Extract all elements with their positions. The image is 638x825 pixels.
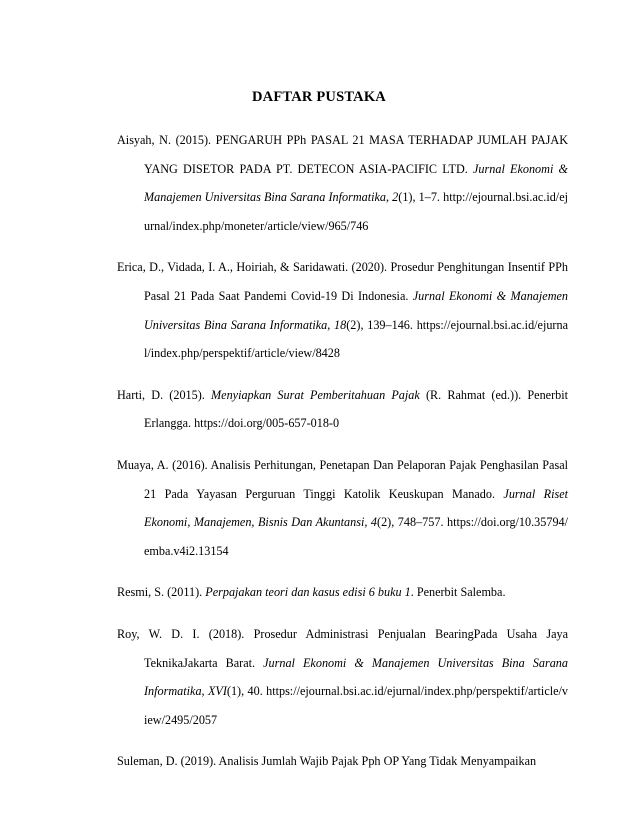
reference-pages: (1), 1–7.: [398, 190, 444, 205]
reference-text: Roy, W. D. I. (2018). Prosedur Administrasi Penjualan BearingPada Usaha Jaya TeknikaJakarta Barat.: [117, 626, 568, 670]
reference-separator: ,: [201, 684, 208, 699]
journal-volume: 18: [334, 317, 347, 332]
reference-entry: [117, 578, 568, 607]
journal-name: Jurnal Riset Ekonomi, Manajemen, Bisnis Dan Akuntansi: [144, 486, 568, 530]
journal-volume: 2: [392, 190, 399, 205]
page-title: DAFTAR PUSTAKA: [252, 89, 386, 105]
journal-name: Jurnal Ekonomi & Manajemen Universitas Bina Sarana Informatika: [144, 655, 568, 699]
reference-url[interactable]: https://ejournal.bsi.ac.id/ejurnal/index.php/perspektif/article/view/2495/2057: [144, 684, 569, 727]
reference-url[interactable]: http://ejournal.bsi.ac.id/ejurnal/index.php/moneter/article/view/965/746: [144, 190, 568, 233]
reference-text: Muaya, A. (2016). Analisis Perhitungan, Penetapan Dan Pelaporan Pajak Penghasilan Pasal 21 Pada Yayasan Perguruan Tinggi Katolik Keuskupan Manado.: [117, 457, 568, 501]
reference-url[interactable]: https://ejournal.bsi.ac.id/ejurnal/index.php/perspektif/article/view/8428: [144, 317, 568, 361]
reference-text: Resmi, S. (2011).: [117, 585, 206, 600]
reference-text: Harti, D. (2015).: [117, 387, 212, 402]
reference-separator: ,: [327, 317, 335, 332]
reference-publisher: . Penerbit Salemba.: [410, 585, 506, 600]
reference-entry: [117, 381, 568, 438]
reference-url[interactable]: https://doi.org/10.35794/emba.v4i2.13154: [144, 515, 569, 558]
reference-separator: ,: [386, 190, 393, 205]
reference-text: Suleman, D. (2019). Analisis Jumlah Wajib Pajak Pph OP Yang Tidak Menyampaikan: [117, 754, 537, 769]
journal-name: Jurnal Ekonomi & Manajemen Universitas Bina Sarana Informatika: [144, 288, 568, 332]
reference-text: Aisyah, N. (2015). PENGARUH PPh PASAL 21 MASA TERHADAP JUMLAH PAJAK YANG DISETOR PADA PT. DETECON ASIA-PACIFIC LTD.: [117, 133, 568, 176]
reference-entry: [117, 620, 568, 734]
reference-list: [117, 126, 568, 789]
journal-volume: XVI: [207, 684, 227, 699]
reference-publisher: (R. Rahmat (ed.)). Penerbit Erlangga. https://doi.org/005-657-018-0: [144, 387, 569, 431]
journal-name: Jurnal Ekonomi & Manajemen Universitas Bina Sarana Informatika: [144, 161, 568, 205]
reference-entry: [117, 253, 568, 367]
reference-pages: (2), 139–146.: [346, 317, 417, 332]
reference-pages: (2), 748–757.: [377, 515, 448, 530]
reference-entry: [117, 451, 568, 565]
reference-pages: (1), 40.: [226, 684, 267, 699]
reference-entry: [117, 747, 568, 776]
journal-volume: 4: [370, 515, 378, 530]
book-title: Perpajakan teori dan kasus edisi 6 buku 1: [205, 585, 411, 600]
reference-text: Erica, D., Vidada, I. A., Hoiriah, & Saridawati. (2020). Prosedur Penghitungan Insentif PPh Pasal 21 Pada Saat Pandemi Covid-19 Di Indonesia.: [117, 260, 568, 303]
reference-entry: [117, 126, 568, 240]
reference-separator: ,: [364, 515, 371, 530]
book-title: Menyiapkan Surat Pemberitahuan Pajak: [211, 387, 420, 402]
